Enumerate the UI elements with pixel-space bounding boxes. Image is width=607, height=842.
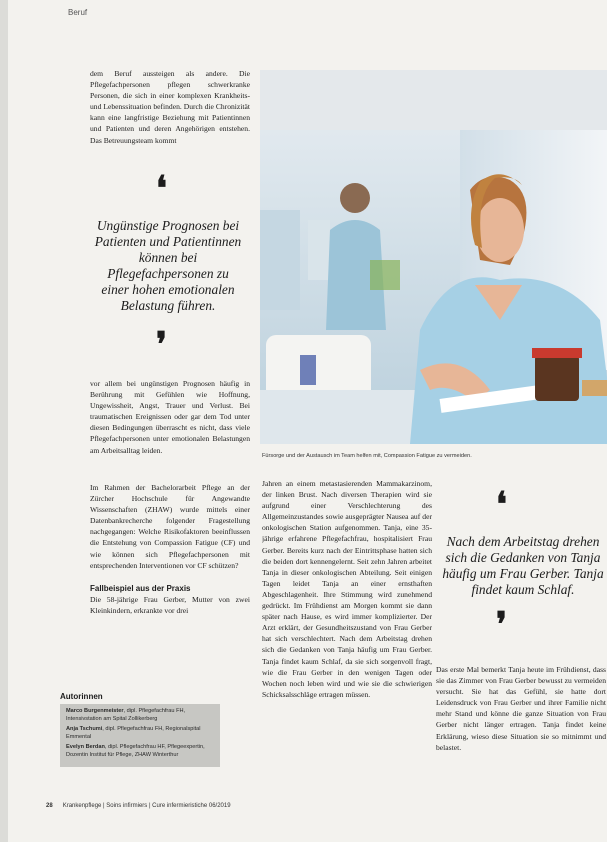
author-name: Anja Tschumi — [66, 726, 103, 733]
left-pull-quote: Ungünstige Prognosen bei Patienten und Patientinnen können bei Pflegefachpersonen zu einer hohen emotionalen Belastung führen. — [94, 218, 242, 313]
page-number: 28 — [46, 803, 53, 809]
author-name: Marco Burgenmeister — [66, 708, 124, 714]
quote-open-icon: ❛ — [156, 171, 167, 208]
author-desc: , dipl. Pflegefachfrau HF, Pflegeexpertin, Dozentin Institut für Pflege, ZHAW Winterthur — [66, 744, 205, 758]
case-subhead: Fallbeispiel aus der Praxis — [90, 584, 191, 593]
quote-open-icon-right: ❛ — [496, 487, 507, 524]
case-paragraph: Die 58-jährige Frau Gerber, Mutter von zwei Kleinkindern, erkrankte vor drei — [90, 595, 250, 616]
authors-list — [60, 704, 220, 767]
left-research-paragraph: Im Rahmen der Bachelorarbeit Pflege an der Zürcher Hochschule für Angewandte Wissenschaften (ZHAW) wurde mittels einer Datenbankrecherche folgender Fragestellung nachgegangen: Welche Risikofaktoren beeinflussen die Entstehung von Compassion Fatigue (CF) und wie können sich Pflegefachpersonen mit entsprechenden Interventionen vor CF schützen? — [90, 483, 250, 570]
author-item — [66, 744, 214, 759]
hero-photo — [260, 70, 607, 444]
author-desc: , dipl. Pflegefachfrau FH, Regionalspital Emmental — [66, 726, 201, 740]
page — [8, 0, 607, 842]
photo-caption: Fürsorge und der Austausch im Team helfen mit, Compassion Fatigue zu vermeiden. — [262, 453, 472, 459]
quote-close-icon: ❜ — [156, 327, 167, 364]
quote-close-icon-right: ❜ — [496, 607, 507, 644]
author-desc: , dipl. Pflegefachfrau FH, Intensivstation am Spital Zollikerberg — [66, 708, 186, 722]
left-middle-paragraph: vor allem bei ungünstigen Prognosen häufig in Berührung mit Gefühlen wie Hoffnung, Ungewissheit, Angst, Trauer und Verlust. Bei traumatischen Ereignissen oder gar dem Tod unter diesen Bedingungen überrascht es nicht, dass viele Pflegefachpersonen unter emotionalen Belastungen am Arbeitsalltag leiden. — [90, 379, 250, 455]
right-pull-quote: Nach dem Arbeitstag drehen sich die Gedanken von Tanja häufig um Frau Gerber. Tanja findet kaum Schlaf. — [442, 534, 604, 597]
author-name: Evelyn Berdan — [66, 744, 105, 751]
author-item — [66, 726, 214, 741]
photo-illustration — [260, 70, 607, 444]
publication-name: Krankenpflege | Soins infirmiers | Cure infermieristiche 06/2019 — [62, 803, 231, 809]
authors-box — [60, 692, 220, 767]
page-footer — [46, 803, 606, 809]
left-top-paragraph: dem Beruf aussteigen als andere. Die Pflegefachpersonen pflegen schwerkranke Personen, die sich in einer komplexen Krankheits- und Lebenssituation befinden. Durch die Chronizität kann eine langfristige Beziehung mit Patientinnen und Patienten und deren Angehörigen entstehen. Das Betreuungsteam kommt — [90, 69, 250, 145]
authors-title: Autorinnen — [60, 692, 103, 701]
case-section — [90, 580, 250, 616]
middle-paragraph: Jahren an einem metastasierenden Mammakarzinom, der linken Brust. Nach diversen Therapien wird sie aufgrund einer Verschlechterung des Allgemeinzustandes sowie ausgeprägter Nausea auf der onkologischen Station aufgenommen. Tanja, eine 35-jährige erfahrene Pflegefachfrau, hospitalisiert Frau Gerber. Bereits kurz nach der Eintrittsphase hatten sich die beiden dort kennengelernt. Seit zehn Jahren arbeitet Tanja in dieser onkologischen Abteilung. Seit einigen Tagen leidet Tanja an einer ernsthaften Abgeschlagenheit. Ihre Stimmung wird zunehmend gedrückt. Im Frühdienst am Morgen kommt sie dann später nach Hause, es wird immer komplizierter. Der Arzt erklärt, der Gesundheitszustand von Frau Gerber hat sich verschlechtert. Nach dem Arbeitstag drehen sich die Gedanken von Tanja häufig um Frau Gerber. Tanja findet kaum Schlaf, da sie sich sorgenvoll fragt, wie die Frau Gerber in den wenigen Tagen oder Wochen noch leben wird und wie sie die schwierigen Schicksalsschläge ertragen müssen. — [262, 479, 432, 699]
section-label: Beruf — [68, 8, 88, 17]
right-paragraph: Das erste Mal bemerkt Tanja heute im Frühdienst, dass sie das Zimmer von Frau Gerber bewusst zu vermeiden versucht. Sie hat das Gefühl, sie hatte dort Leidensdruck von Frau Gerber und ihrer Familie nicht mehr Stand und könne die ganze Situation von Frau Gerber nicht länger ertragen. Tanja findet keine Erklärung, wieso diese Situation sie so mitnimmt und belastet. — [436, 665, 606, 752]
author-item — [66, 708, 214, 723]
